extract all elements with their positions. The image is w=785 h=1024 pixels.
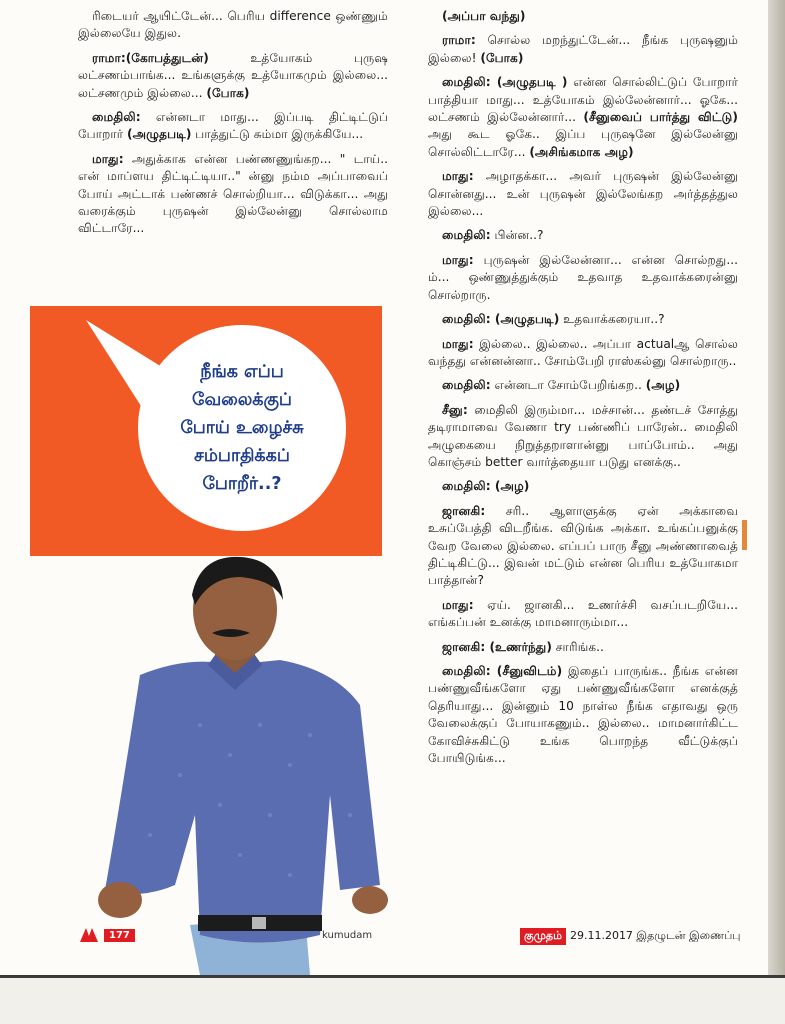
speaker-name: ஜானகி: — [442, 639, 486, 654]
dialogue-text: மைதிலி இரும்மா... மச்சான்... தண்டச் சோத்து தடிராமாவை வேணா try பண்ணிப் பாரேன்.. மைதிலி அழுகையை நிறுத்தறாளான்னு பாப்போம்.. அது கொஞ்சம் better வார்த்தையா படுது எனக்கு.. — [428, 402, 738, 469]
kumudam-logo-icon — [78, 926, 100, 944]
stage-direction: (அசிங்கமாக அழ) — [529, 144, 634, 159]
speaker-name: மாது: — [92, 151, 124, 166]
speaker-name: மைதிலி: — [442, 75, 491, 90]
dialogue-text: என்னடா மாது... இப்படி திட்டிட்டுப் போறார் — [78, 110, 388, 142]
speaker-name: மைதிலி: — [442, 664, 491, 678]
bubble-line: போறீர்..? — [202, 474, 282, 494]
dialogue-text: உத்யோகம் புருஷ லட்சணம்பாங்க... உங்களுக்கு உத்யோகமும் இல்லை... லட்சணமும் இல்லை... — [78, 50, 388, 100]
stage-direction: (சீனுவிடம்) — [490, 664, 563, 678]
speaker-name: ராமா: — [92, 50, 126, 65]
dialogue-text: இதைப் பாருங்க.. நீங்க என்ன பண்ணுவீங்களோ ஏது பண்ணுவீங்களோ எனக்குத் தெரியாது... இன்னும் 10 நாள்ல நீங்க எதாவது ஒரு வேலைக்குப் போயாகணும்.. இல்லை.. மாமனார்கிட்ட கோவிச்சுகிட்டு உங்க பொறந்த வீட்டுக்குப் போயிடுங்க... — [428, 664, 738, 766]
speech-bubble-text — [157, 358, 327, 498]
dialogue-text: அழாதக்கா... அவர் புருஷன் இல்லேன்னு சொன்னது... உன் புருஷன் இல்லேங்கற அர்த்தத்துல இல்லை... — [428, 169, 738, 219]
dialogue-text: ரிடையர் ஆயிட்டேன்... பெரிய difference ஒண்ணும் இல்லையே இதுல. — [78, 9, 388, 41]
dialogue-text: என்ன சொல்லிட்டுப் போறார் பாத்தியா மாது... உத்யோகம் இல்லேன்னார்... ஓகே... லட்சணம் இல்லேன்னார்... — [428, 75, 738, 125]
speech-bubble — [138, 325, 346, 531]
scan-edge-bottom — [0, 975, 785, 1024]
dialogue-text: சாரிங்க.. — [551, 639, 604, 654]
speaker-name: மைதிலி: — [442, 312, 491, 327]
footer-website: kumudam — [322, 930, 373, 941]
speaker-name: மாது: — [442, 252, 474, 267]
bubble-line: போய் உழைச்சு — [180, 418, 304, 438]
man-photo — [80, 555, 400, 975]
speaker-name: ராமா: — [442, 33, 476, 48]
dialogue-text: இல்லை.. இல்லை.. அப்பா actualஆ சொல்ல வந்தது என்னன்னா.. சோம்பேறி ராஸ்கல்னு சொல்றாரு.. — [428, 336, 738, 368]
brand-logo: குமுதம் — [520, 928, 566, 945]
footer-issue — [520, 928, 740, 945]
dialogue-text: உதவாக்கரையா..? — [559, 312, 665, 327]
stage-direction: (அழ) — [490, 479, 530, 494]
stage-direction: (உணர்ந்து) — [485, 639, 552, 654]
speaker-name: மைதிலி: — [442, 228, 491, 243]
page-number: 177 — [104, 929, 135, 942]
speaker-name: மாது: — [442, 597, 474, 612]
stage-direction: (சீனுவைப் பார்த்து விட்டு) — [583, 110, 738, 125]
speaker-name: மாது: — [442, 169, 474, 184]
stage-direction: (கோபத்துடன்) — [125, 50, 209, 65]
stage-direction: (அழுதபடி) — [127, 127, 192, 142]
dialogue-text: ஏய். ஜானகி... உணர்ச்சி வசப்படறியே... எங்கப்பன் உனக்கு மாமனாரும்மா... — [428, 597, 738, 630]
dialogue-text: சொல்ல மறந்துட்டேன்... நீங்க புருஷனும் இல்லை! — [428, 33, 738, 65]
speaker-name: மாது: — [442, 336, 474, 351]
dialogue-text: பின்ன..? — [490, 228, 544, 243]
speaker-name: சீனு: — [442, 402, 468, 417]
dialogue-text: புருஷன் இல்லேன்னா... என்ன சொல்றது... ம்... ஒண்ணுத்துக்கும் உதவாத உதவாக்கரைன்னு சொல்றாரு. — [428, 252, 738, 302]
dialogue-text: பாத்துட்டு சும்மா இருக்கியே... — [191, 127, 364, 142]
bubble-line: சம்பாதிக்கப் — [194, 446, 290, 466]
stage-direction: (அப்பா வந்து) — [442, 9, 526, 23]
stage-direction: (அழுதபடி) — [490, 312, 560, 327]
dialogue-text: அது கூட ஓகே.. இப்ப புருஷனே இல்லேன்னு சொல்லிட்டாரே... — [428, 127, 738, 159]
speaker-name: மைதிலி: — [92, 110, 141, 125]
stage-direction: (போக) — [206, 85, 250, 100]
bubble-line: நீங்க எப்ப — [200, 362, 284, 382]
speaker-name: மைதிலி: — [442, 479, 491, 494]
dialogue-text: சரி.. ஆளாளுக்கு ஏன் அக்காவை உசுப்பேத்தி விடறீங்க. விடுங்க அக்கா. உங்கப்பனுக்கு வேற வேலை இல்லை. எப்பப் பாரு சீனு அண்ணாவைத் திட்டிகிட்டு... இவன் மட்டும் என்ன பெரிய உத்யோகமா பாத்தான்? — [428, 503, 738, 588]
dialogue-text: என்னடா சோம்பேறிங்கற.. — [490, 378, 646, 393]
speaker-name: மைதிலி: — [442, 378, 491, 393]
bubble-line: வேலைக்குப் — [192, 390, 292, 410]
dialogue-text: அதுக்காக என்ன பண்ணணுங்கற... " டாய்.. என் மாப்ளய திட்டிட்டியா.." ன்னு நம்ம அப்பாவைப் போய் அட்டாக் பண்ணச் சொல்றியா... விடுக்கா... அது வரைக்கும் புருஷன் இல்லேன்னு சொல்லாம விட்டாரே... — [78, 151, 388, 236]
footer-page-info — [78, 926, 135, 944]
stage-direction: (போக) — [480, 50, 524, 65]
issue-date: 29.11.2017 இதழுடன் இணைப்பு — [569, 929, 741, 942]
stage-direction: (அழ) — [645, 378, 681, 393]
speaker-name: ஜானகி: — [442, 503, 486, 518]
stage-direction: (அழுதபடி ) — [490, 75, 568, 90]
